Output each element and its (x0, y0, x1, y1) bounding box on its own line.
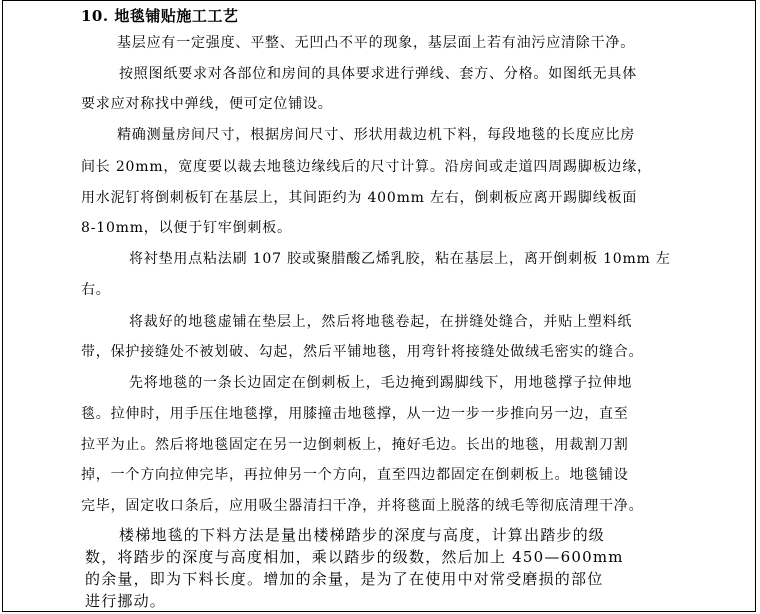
text-line: 进行挪动。 (85, 592, 167, 610)
document-page (2, 0, 756, 612)
text-line: 拉平为止。然后将地毯固定在另一边倒刺板上，掩好毛边。长出的地毯，用裁割刀割 (81, 437, 629, 453)
text-line: 8-10mm，以便于钉牢倒刺板。 (81, 220, 292, 236)
text-line: 完毕，固定收口条后，应用吸尘器清扫干净，并将毯面上脱落的绒毛等彻底清理干净。 (81, 498, 644, 514)
text-line: 按照图纸要求对各部位和房间的具体要求进行弹线、套方、分格。如图纸无具体 (119, 66, 637, 82)
text-line: 将衬垫用点粘法刷 107 胶或聚腊酸乙烯乳胶，粘在基层上，离开倒刺板 10mm 左 (129, 251, 671, 267)
text-line: 将裁好的地毯虚铺在垫层上，然后将地毯卷起，在拼缝处缝合，并贴上塑料纸 (129, 314, 633, 330)
text-line: 右。 (81, 282, 111, 298)
text-line: 楼梯地毯的下料方法是量出楼梯踏步的深度与高度，计算出踏步的级 (119, 526, 606, 544)
text-line: 要求应对称找中弹线，便可定位铺设。 (81, 96, 333, 112)
text-line: 用水泥钉将倒刺板钉在基层上，其间距约为 400mm 左右，倒刺板应离开踢脚线板面 (81, 190, 638, 206)
text-line: 带，保护接缝处不被划破、勾起，然后平铺地毯，用弯针将接缝处做绒毛密实的缝合。 (81, 344, 644, 360)
text-line: 基层应有一定强度、平整、无凹凸不平的现象，基层面上若有油污应清除干净。 (117, 35, 635, 51)
text-line: 掉，一个方向拉伸完毕，再拉伸另一个方向，直至四边都固定在倒刺板上。地毯铺设 (81, 467, 629, 483)
text-line: 数，将踏步的深度与高度相加，乘以踏步的级数，然后加上 450—600mm (85, 548, 624, 566)
text-line: 精确测量房间尺寸，根据房间尺寸、形状用裁边机下料，每段地毯的长度应比房 (117, 127, 635, 143)
text-line: 先将地毯的一条长边固定在倒刺板上，毛边掩到踢脚线下，用地毯撑子拉伸地 (129, 375, 633, 391)
text-line: 间长 20mm，宽度要以裁去地毯边缘线后的尺寸计算。沿房间或走道四周踢脚板边缘， (81, 159, 652, 175)
section-title: 10. 地毯铺贴施工工艺 (81, 7, 239, 25)
text-line: 毯。拉伸时，用手压住地毯撑，用膝撞击地毯撑，从一边一步一步推向另一边，直至 (81, 406, 629, 422)
text-line: 的余量，即为下料长度。增加的余量，是为了在使用中对常受磨损的部位 (85, 570, 604, 588)
